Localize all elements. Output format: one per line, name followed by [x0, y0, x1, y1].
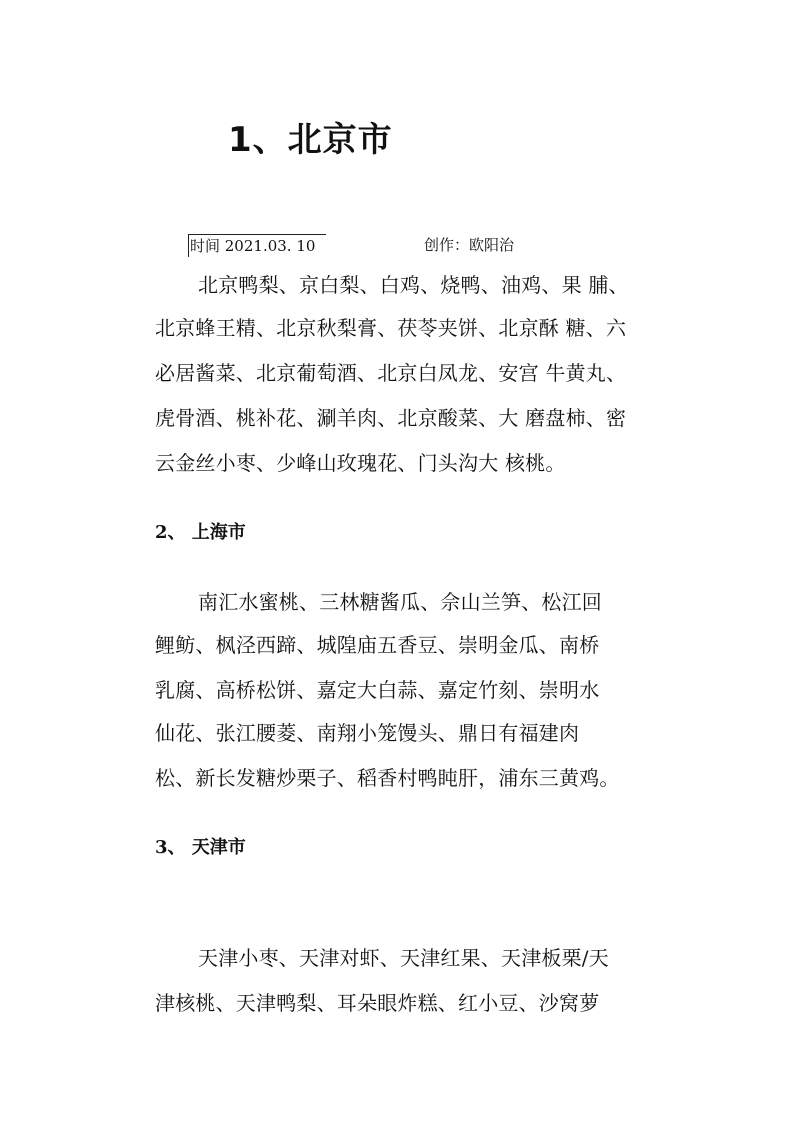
paragraph-line: 津核桃、天津鸭梨、耳朵眼炸糕、红小豆、沙窝萝 [155, 991, 600, 1015]
paragraph-line: 北京鸭梨、京白梨、白鸡、烧鸭、油鸡、果 脯、 [198, 273, 629, 297]
paragraph-line: 仙花、张江腰菱、南翔小笼馒头、鼎日有福建肉 [155, 721, 580, 745]
paragraph-line: 南汇水蜜桃、三林糖酱瓜、佘山兰笋、松江回 [198, 590, 602, 614]
paragraph-line: 云金丝小枣、少峰山玫瑰花、门头沟大 核桃。 [155, 451, 566, 475]
section-heading-shanghai: 2、 上海市 [155, 522, 246, 543]
section-heading-tianjin: 3、 天津市 [155, 837, 246, 858]
paragraph-line: 鲤鲂、枫泾西蹄、城隍庙五香豆、崇明金瓜、南桥 [155, 633, 600, 657]
page-title: 1、北京市 [228, 120, 393, 160]
paragraph-line: 虎骨酒、桃补花、涮羊肉、北京酸菜、大 磨盘柿、密 [155, 406, 627, 430]
paragraph-line: 必居酱菜、北京葡萄酒、北京白凤龙、安宫 牛黄丸、 [155, 361, 627, 385]
author-credit: 创作：欧阳治 [424, 236, 515, 254]
paragraph-line: 松、新长发糖炒栗子、稻香村鸭盹肝，浦东三黄鸡。 [155, 766, 620, 790]
time-stamp: 时间 2021.03. 10 [188, 234, 326, 257]
paragraph-line: 天津小枣、天津对虾、天津红果、天津板栗/天 [198, 946, 609, 970]
paragraph-line: 北京蜂王精、北京秋梨膏、茯苓夹饼、北京酥 糖、六 [155, 316, 627, 340]
paragraph-line: 乳腐、高桥松饼、嘉定大白蒜、嘉定竹刻、崇明水 [155, 678, 600, 702]
